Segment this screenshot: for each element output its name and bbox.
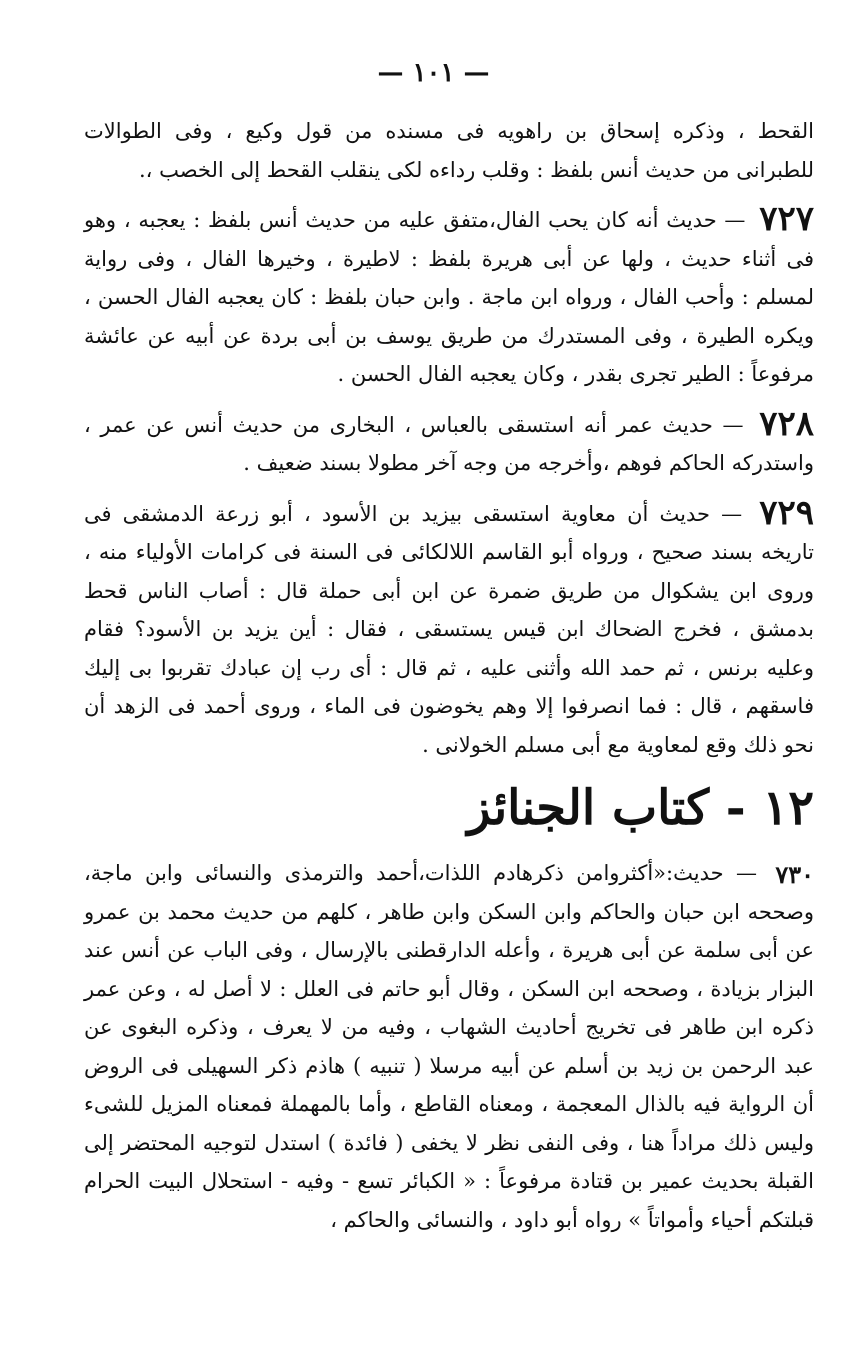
hadith-number: ٧٢٧ bbox=[759, 199, 814, 239]
body-text bbox=[84, 112, 814, 1251]
chapter-title: ١٢ - كتاب الجنائز bbox=[467, 780, 814, 836]
paragraph-text: — حديث أنه كان يحب الفال،متفق عليه من حديث أنس بلفظ : يعجبه ، وهو فى أثناء حديث ، ولها عن أبى هريرة بلفظ : لاطيرة ، وخيرها الفال ، وفى رواية لمسلم : وأحب الفال ، ورواه ابن ماجة . وابن حبان بلفظ : كان يعجبه الفال الحسن ، ويكره الطيرة ، وفى المستدرك من طريق يوسف بن أبى بردة عن أبيه عن عائشة مرفوعاً : الطير تجرى بقدر ، وكان يعجبه الفال الحسن . bbox=[84, 208, 814, 386]
paragraph-continuation bbox=[84, 112, 814, 189]
hadith-entry-727 bbox=[84, 201, 814, 394]
paragraph-text: — حديث:«أكثروامن ذكرهادم اللذات،أحمد والترمذى والنسائى وابن ماجة، وصححه ابن حبان والحاكم وابن السكن وابن طاهر ، كلهم من حديث محمد بن عمرو عن أبى سلمة عن أبى هريرة ، وأعله الدارقطنى بالإرسال ، وفى الباب عن أنس عند البزار بزيادة ، وصححه ابن السكن ، وقال أبو حاتم فى العلل : لا أصل له ، وعن عمر ذكره ابن طاهر فى تخريج أحاديث الشهاب ، وفيه من لا يعرف ، وذكره البغوى عن عبد الرحمن بن زيد بن أسلم عن أبيه مرسلا ( تنبيه ) هاذم ذكر السهيلى فى الروض أن الرواية فيه بالذال المعجمة ، ومعناه القاطع ، وأما بالمهملة فمعناه المزيل للشىء وليس ذلك مراداً هنا ، وفى النفى نظر لا يخفى ( فائدة ) استدل لتوجيه المحتضر إلى القبلة بحديث عمير بن قتادة مرفوعاً : « الكبائر تسع - وفيه - استحلال البيت الحرام قبلتكم أحياء وأمواتاً » رواه أبو داود ، والنسائى والحاكم ، bbox=[84, 861, 814, 1232]
paragraph-text: — حديث أن معاوية استسقى بيزيد بن الأسود ، أبو زرعة الدمشقى فى تاريخه بسند صحيح ، ورواه أبو القاسم اللالكائى فى السنة فى كرامات الأولياء منه ، وروى ابن يشكوال من طريق ضمرة عن ابن أبى حملة قال : أصاب الناس قحط بدمشق ، فخرج الضحاك ابن قيس يستسقى ، فقال : أين يزيد بن الأسود؟ فقام وعليه برنس ، ثم حمد الله وأثنى عليه ، ثم قال : أى رب إن عبادك تقربوا بى إليك فاسقهم ، قال : فما انصرفوا إلا وهم يخوضون فى الماء ، وروى أحمد فى الزهد أن نحو ذلك وقع لمعاوية مع أبى مسلم الخولانى . bbox=[84, 501, 814, 757]
page-number: — ١٠١ — bbox=[377, 58, 490, 88]
hadith-number: ٧٢٨ bbox=[759, 403, 814, 444]
hadith-entry-730 bbox=[84, 854, 814, 1239]
hadith-number: ٧٢٩ bbox=[759, 492, 814, 533]
hadith-entry-729 bbox=[84, 492, 814, 765]
hadith-number: ٧٣٠ bbox=[775, 860, 814, 889]
paragraph-text: القحط ، وذكره إسحاق بن راهويه فى مسنده من قول وكيع ، وفى الطوالات للطبرانى من حديث أنس بلفظ : وقلب رداءه لكى ينقلب القحط إلى الخصب ،. bbox=[84, 119, 814, 182]
hadith-entry-728 bbox=[84, 403, 814, 483]
paragraph-text: — حديث عمر أنه استسقى بالعباس ، البخارى من حديث أنس عن عمر ، واستدركه الحاكم فوهم ،وأخرجه من وجه آخر مطولا بسند ضعيف . bbox=[84, 412, 814, 475]
